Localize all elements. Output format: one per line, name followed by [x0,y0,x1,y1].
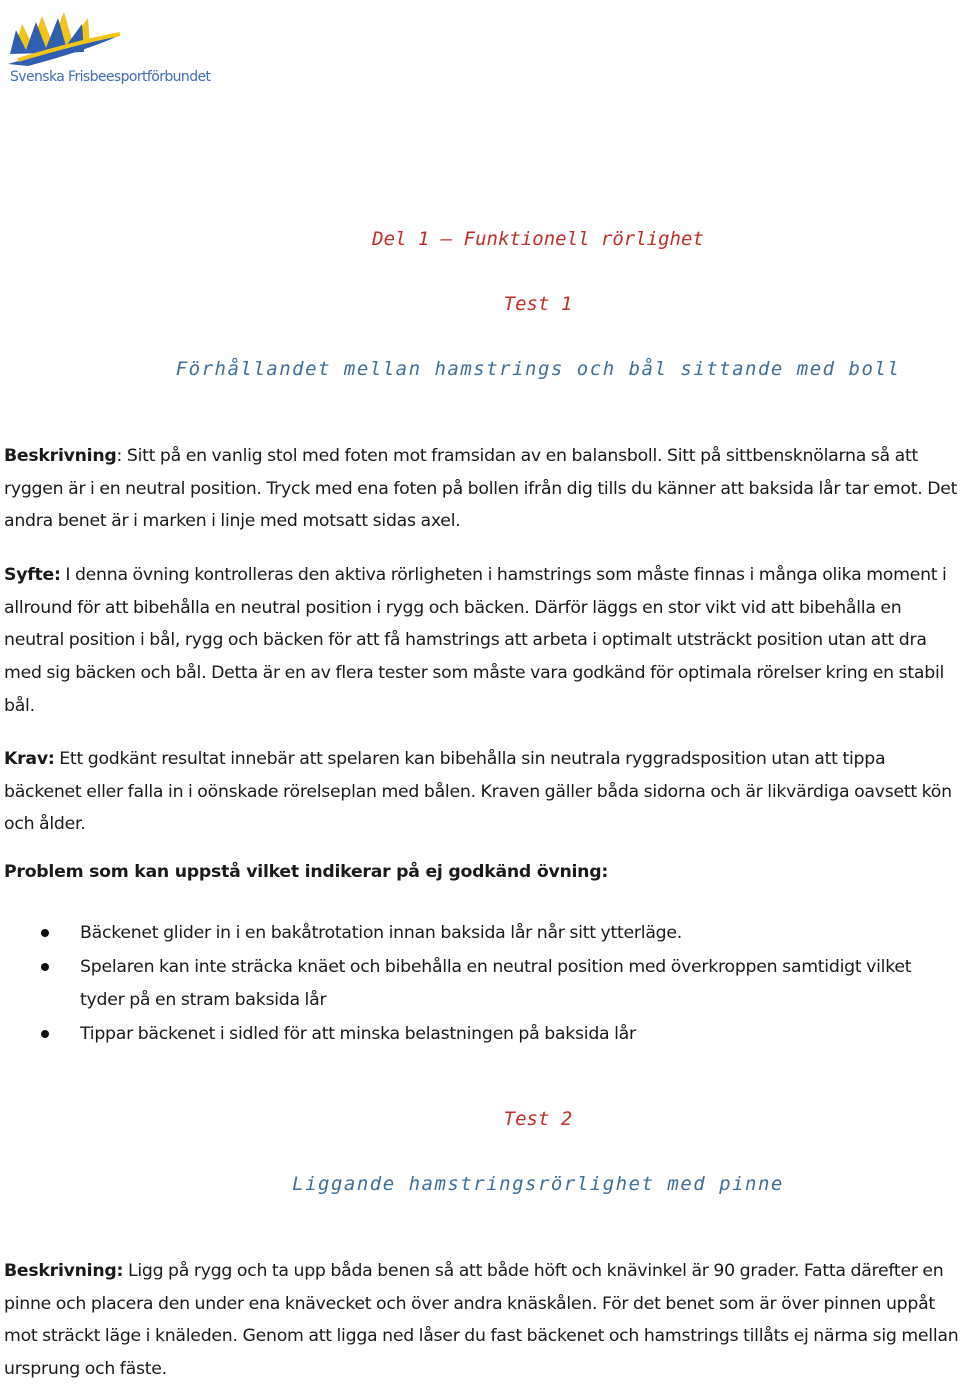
description-text: : Sitt på en vanlig stol med foten mot framsidan av en balansboll. Sitt på sittbensknölarna så att ryggen är i en neutral position. Tryck med ena foten på bollen ifrån dig tills du känner att baksida lår tar emot. Det andra benet är i marken i linje med motsatt sidas axel. [4,446,958,532]
test1-purpose [4,559,960,723]
list-item: Spelaren kan inte sträcka knäet och bibehålla en neutral position med överkroppen samtidigt vilket tyder på en stram baksida lår [0,951,960,1017]
description-text: Ligg på rygg och ta upp båda benen så att både höft och knävinkel är 90 grader. Fatta därefter en pinne och placera den under ena knävecket och över andra knäskålen. För det benet som är över pinnen uppåt mot sträckt läge i knäleden. Genom att ligga ned låser du fast bäckenet och hamstrings tillåts ej närma sig mellan ursprung och fäste. [4,1261,959,1380]
bullet-icon [41,1030,49,1038]
logo-org-name: Svenska Frisbeesportförbundet [10,69,211,85]
test1-requirement [4,743,960,841]
problems-title: Problem som kan uppstå vilket indikerar på ej godkänd övning: [4,862,609,882]
problems-list [0,917,960,1052]
test2-label: Test 2 [503,1108,573,1130]
description-label: Beskrivning: [4,1261,124,1281]
requirement-label: Krav: [4,749,55,769]
federation-logo [8,6,218,88]
purpose-label: Syfte: [4,565,61,585]
list-item: Tippar bäckenet i sidled för att minska belastningen på baksida lår [0,1018,960,1051]
test2-title: Liggande hamstringsrörlighet med pinne [292,1173,784,1195]
test2-description [4,1255,960,1386]
bullet-icon [41,929,49,937]
requirement-text: Ett godkänt resultat innebär att spelaren kan bibehålla sin neutrala ryggradsposition utan att tippa bäckenet eller falla in i oönskade rörelseplan med bålen. Kraven gäller båda sidorna och är likvärdiga oavsett kön och ålder. [4,749,952,835]
purpose-text: I denna övning kontrolleras den aktiva rörligheten i hamstrings som måste finnas i många olika moment i allround för att bibehålla en neutral position i rygg och bäcken. Därför läggs en stor vikt vid att bibehålla en neutral position i bål, rygg och bäcken för att få hamstrings att arbeta i optimalt utsträckt position utan att dra med sig bäcken och bål. Detta är en av flera tester som måste vara godkänd för optimala rörelser kring en stabil bål. [4,565,947,716]
test1-description [4,440,960,538]
test1-title: Förhållandet mellan hamstrings och bål sittande med boll [175,358,901,380]
part-heading: Del 1 – Funktionell rörlighet [372,228,704,250]
bullet-icon [41,963,49,971]
description-label: Beskrivning [4,446,117,466]
crown-logo-icon [8,6,218,72]
test1-label: Test 1 [503,293,573,315]
list-item: Bäckenet glider in i en bakåtrotation innan baksida lår når sitt ytterläge. [0,917,960,950]
